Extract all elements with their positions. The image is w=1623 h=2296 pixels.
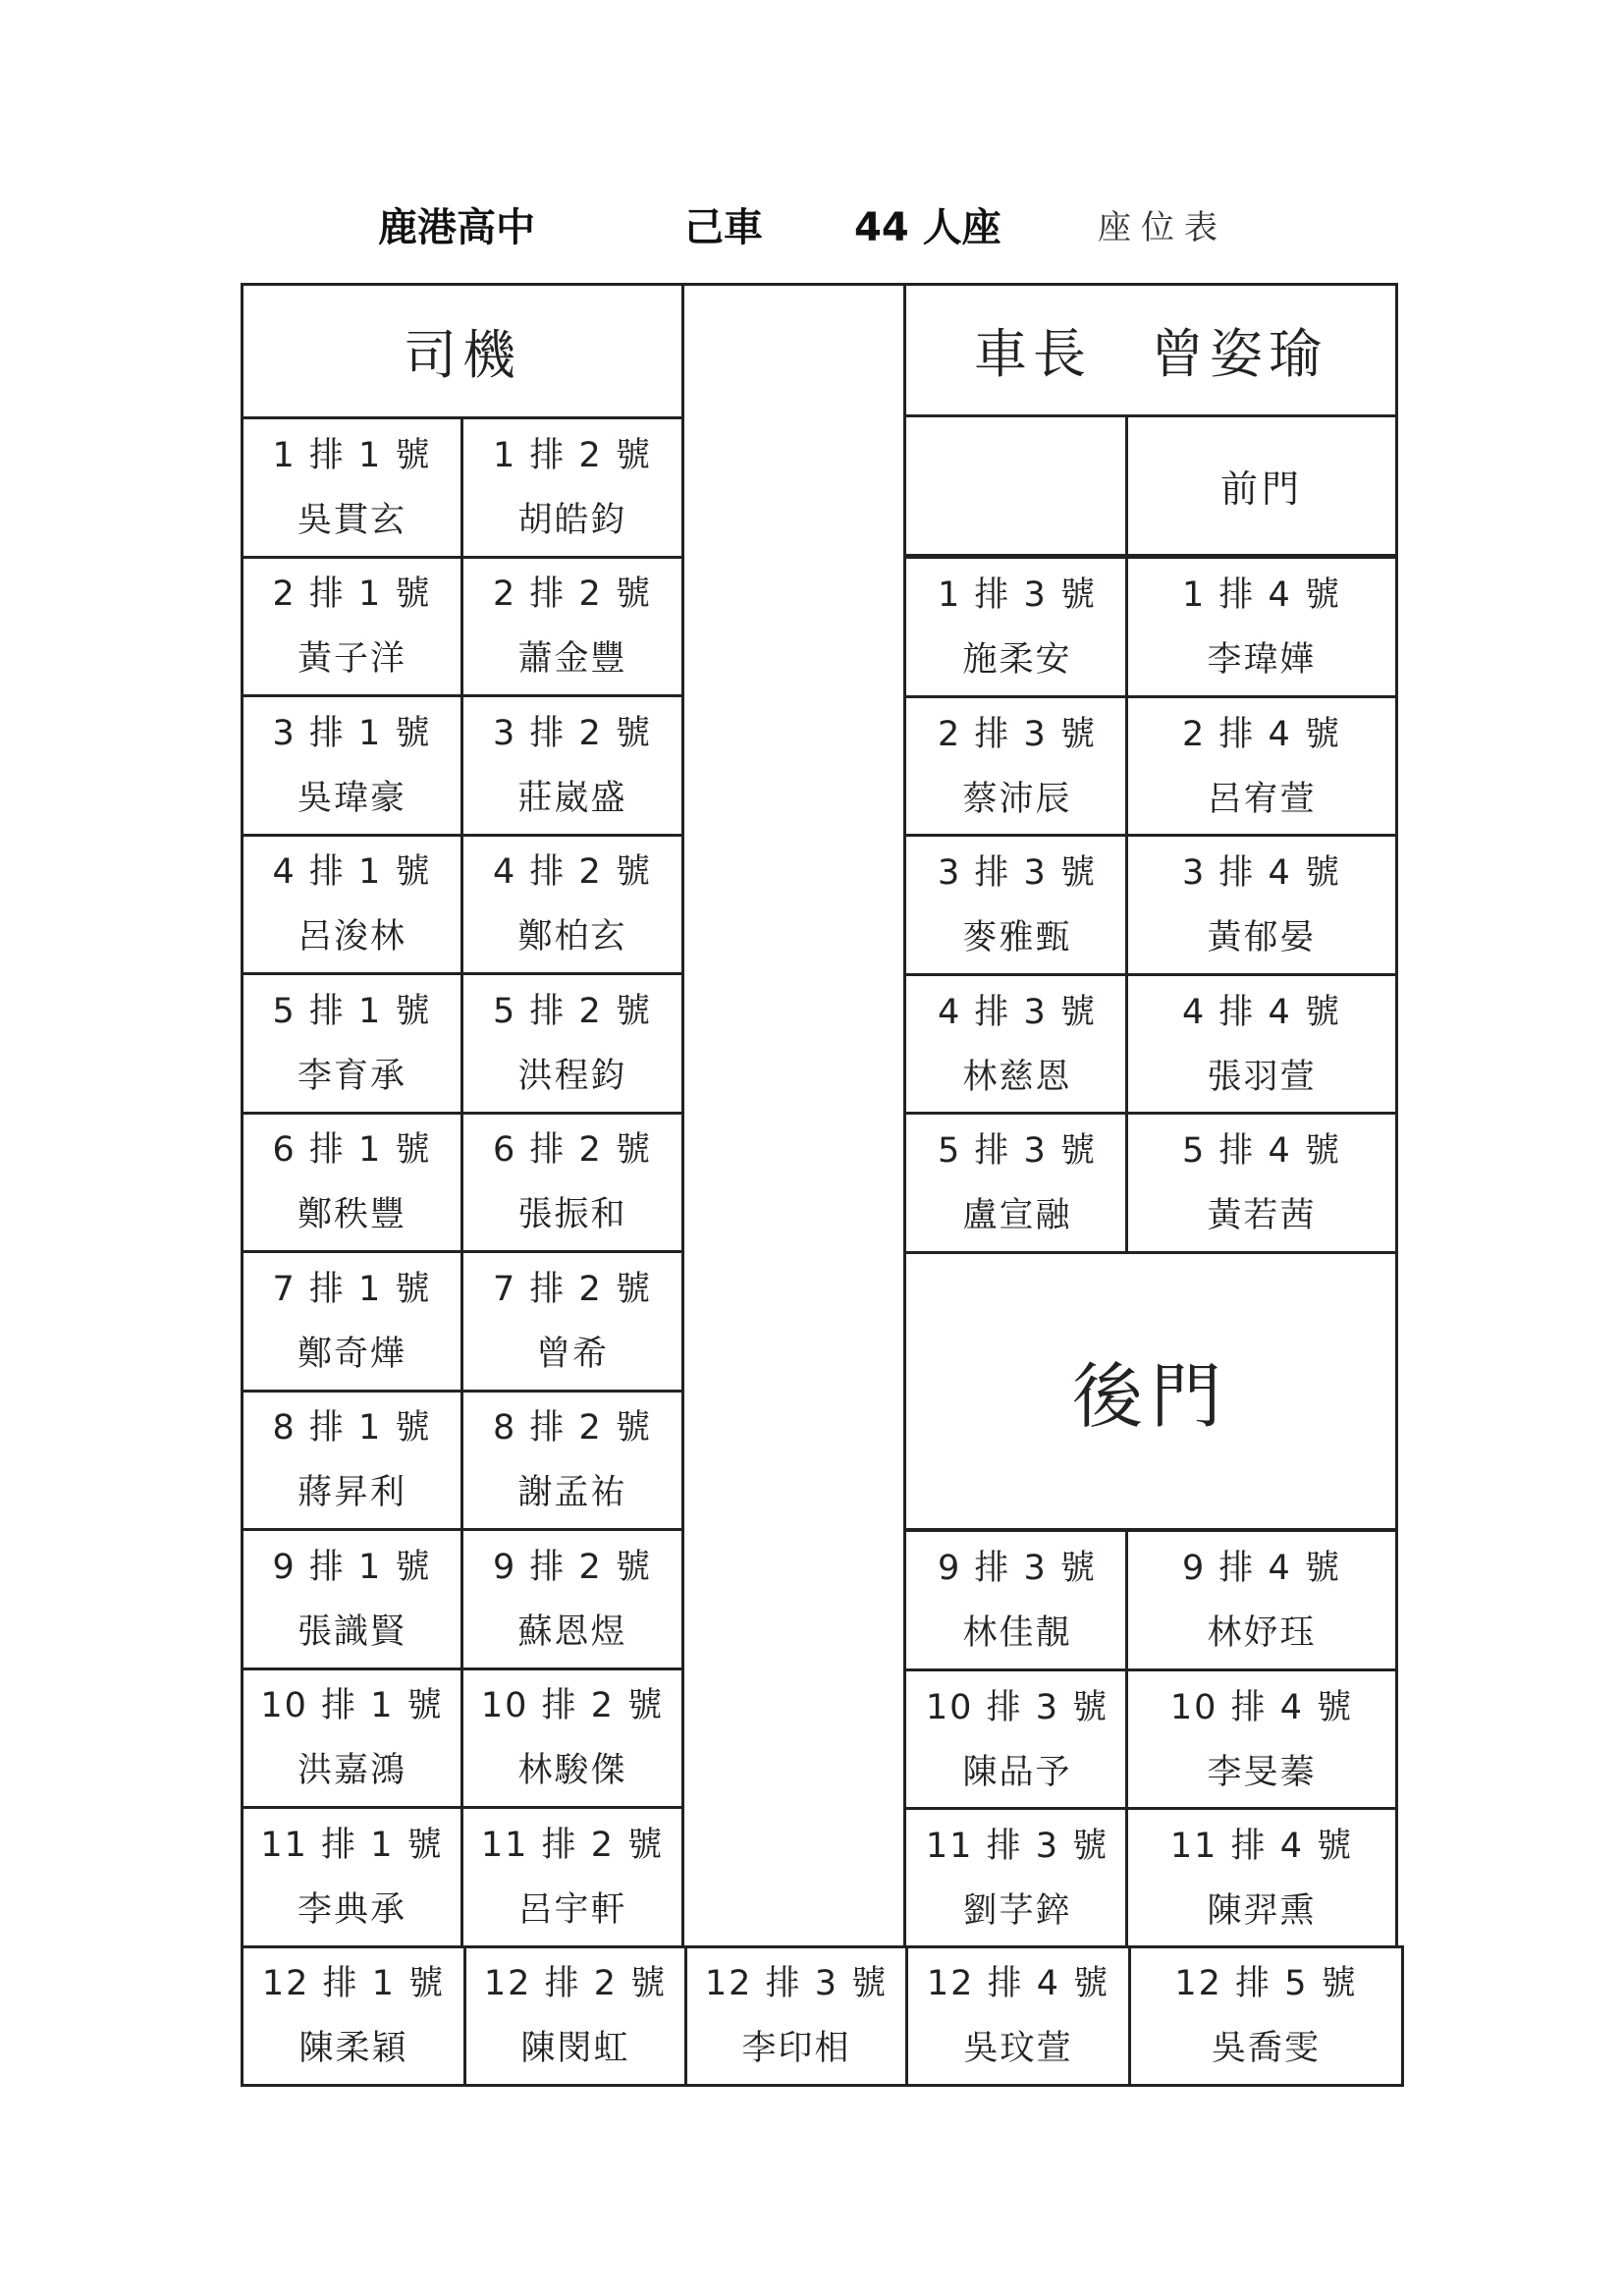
seat-number: 8 排 2 號 [493, 1408, 652, 1448]
student-name: 陳閔虹 [520, 2029, 630, 2068]
seat-number: 11 排 2 號 [480, 1825, 665, 1865]
seat-cell [1125, 695, 1398, 838]
student-name: 蘇恩煜 [517, 1612, 627, 1652]
leader-cell [903, 283, 1398, 417]
seat-cell [460, 1112, 684, 1253]
student-name: 李典承 [297, 1889, 406, 1930]
student-name: 陳羿熏 [1207, 1890, 1317, 1931]
seat-number: 9 排 2 號 [493, 1547, 652, 1587]
student-name: 劉芓錊 [962, 1890, 1072, 1931]
seat-cell [1125, 556, 1398, 698]
seat-number: 5 排 1 號 [272, 991, 432, 1031]
student-name: 鄭秩豐 [297, 1195, 406, 1234]
seat-cell [241, 1528, 463, 1670]
student-name: 謝孟祐 [517, 1473, 627, 1512]
seat-number: 10 排 4 號 [1169, 1687, 1354, 1727]
leader-name: 曾姿瑜 [1151, 323, 1327, 385]
student-name: 陳品予 [962, 1752, 1072, 1792]
seat-number: 9 排 4 號 [1182, 1548, 1341, 1588]
seat-cell [1125, 973, 1398, 1116]
seat-cell [241, 1945, 466, 2087]
seat-cell [460, 1667, 684, 1809]
seat-cell [460, 694, 684, 837]
student-name: 林慈恩 [962, 1057, 1072, 1097]
student-name: 鄭奇燁 [297, 1334, 406, 1374]
seat-number: 10 排 2 號 [480, 1686, 665, 1725]
seat-number: 7 排 1 號 [272, 1269, 432, 1309]
student-name: 張振和 [517, 1195, 627, 1234]
seat-number: 11 排 3 號 [925, 1826, 1109, 1866]
seat-number: 5 排 2 號 [493, 991, 652, 1031]
seat-number: 5 排 3 號 [938, 1130, 1097, 1171]
student-name: 呂浚林 [297, 917, 406, 957]
seat-cell [905, 1945, 1131, 2087]
student-name: 吳瑋豪 [297, 778, 406, 818]
student-name: 蕭金豐 [517, 639, 627, 679]
seat-cell [903, 1529, 1131, 1671]
seat-number: 3 排 2 號 [493, 713, 652, 753]
student-name: 林駿傑 [517, 1751, 627, 1790]
seat-cell [241, 416, 463, 559]
student-name: 黃若茜 [1207, 1195, 1317, 1235]
seat-cell [241, 1667, 463, 1809]
seat-cell [1125, 1529, 1398, 1671]
seat-cell [241, 1250, 463, 1393]
seat-cell [684, 1945, 908, 2087]
seat-number: 1 排 4 號 [1182, 574, 1341, 615]
seat-number: 12 排 4 號 [926, 1964, 1110, 2003]
seat-cell [903, 834, 1131, 976]
student-name: 盧宣融 [962, 1195, 1072, 1235]
student-name: 林佳靚 [962, 1613, 1072, 1653]
student-name: 施柔安 [962, 639, 1072, 680]
seat-number: 1 排 1 號 [272, 435, 432, 475]
seat-number: 9 排 1 號 [272, 1547, 432, 1587]
student-name: 麥雅甄 [962, 917, 1072, 957]
student-name: 張識賢 [297, 1612, 406, 1652]
student-name: 李印相 [741, 2029, 851, 2068]
front-door-label: 前門 [1219, 467, 1303, 511]
seat-cell [241, 1112, 463, 1253]
student-name: 李育承 [297, 1056, 406, 1096]
rear-door-label: 後門 [1071, 1354, 1229, 1438]
student-name: 呂宇軒 [517, 1889, 627, 1930]
seat-cell [241, 1806, 463, 1948]
seat-cell [241, 1390, 463, 1531]
seat-number: 8 排 1 號 [272, 1408, 432, 1448]
seat-cell [460, 556, 684, 697]
seat-cell [903, 1668, 1131, 1811]
student-name: 洪嘉鴻 [297, 1751, 406, 1790]
seat-cell [1125, 1112, 1398, 1254]
seat-cell [903, 1112, 1131, 1254]
seat-cell [460, 834, 684, 975]
seat-cell [903, 1807, 1131, 1949]
student-name: 鄭柏玄 [517, 917, 627, 957]
seat-cell [460, 416, 684, 559]
seat-number: 10 排 1 號 [260, 1686, 444, 1725]
student-name: 李瑋嬅 [1207, 639, 1317, 680]
seat-cell [460, 1806, 684, 1948]
seat-number: 12 排 1 號 [261, 1964, 446, 2003]
seat-number: 1 排 3 號 [938, 574, 1097, 615]
student-name: 吳喬雯 [1211, 2029, 1321, 2068]
student-name: 洪程鈞 [517, 1056, 627, 1096]
seat-cell [903, 556, 1131, 698]
student-name: 黃子洋 [297, 639, 406, 679]
driver-cell [241, 283, 684, 419]
seat-number: 2 排 3 號 [938, 714, 1097, 754]
seat-cell [460, 972, 684, 1115]
bus-label: 己車 [684, 205, 763, 250]
aisle [681, 283, 906, 1949]
front-door-cell [1125, 414, 1398, 557]
subtitle: 座位表 [1098, 208, 1227, 247]
student-name: 胡皓鈞 [517, 500, 627, 540]
seat-number: 7 排 2 號 [493, 1269, 652, 1309]
seat-number: 11 排 4 號 [1169, 1826, 1354, 1866]
capacity-label: 44 人座 [854, 205, 1001, 250]
seat-number: 2 排 1 號 [272, 574, 432, 614]
seat-cell [460, 1390, 684, 1531]
seat-cell [241, 834, 463, 975]
seat-number: 1 排 2 號 [493, 435, 652, 475]
seat-number: 9 排 3 號 [938, 1548, 1097, 1588]
school-name: 鹿港高中 [378, 205, 535, 250]
seat-cell [1128, 1945, 1404, 2087]
student-name: 吳玟萱 [963, 2029, 1073, 2068]
seat-number: 12 排 2 號 [483, 1964, 668, 2003]
seat-number: 5 排 4 號 [1182, 1130, 1341, 1171]
seat-cell [1125, 834, 1398, 976]
seat-cell [241, 694, 463, 837]
seat-number: 4 排 2 號 [493, 852, 652, 892]
rear-door-cell [903, 1249, 1398, 1531]
student-name: 呂宥萱 [1207, 779, 1317, 819]
student-name: 莊崴盛 [517, 778, 627, 818]
seat-cell [241, 556, 463, 697]
seat-number: 4 排 1 號 [272, 852, 432, 892]
seat-cell [1125, 1807, 1398, 1949]
driver-label: 司機 [404, 324, 521, 386]
seat-cell [903, 695, 1131, 838]
seat-number: 4 排 3 號 [938, 992, 1097, 1032]
student-name: 吳貫玄 [297, 500, 406, 540]
seat-number: 4 排 4 號 [1182, 992, 1341, 1032]
student-name: 張羽萱 [1207, 1057, 1317, 1097]
student-name: 蔡沛辰 [962, 779, 1072, 819]
seat-cell [903, 973, 1131, 1116]
seat-cell [1125, 1668, 1398, 1811]
seat-cell [460, 1528, 684, 1670]
seat-number: 10 排 3 號 [925, 1687, 1109, 1727]
student-name: 林妤珏 [1207, 1613, 1317, 1653]
student-name: 曾希 [535, 1334, 609, 1374]
seat-number: 3 排 4 號 [1182, 852, 1341, 893]
leader-label: 車長 [974, 323, 1092, 385]
student-name: 陳柔穎 [298, 2029, 408, 2068]
student-name: 李旻蓁 [1207, 1752, 1317, 1792]
seat-cell [463, 1945, 687, 2087]
student-name: 蔣昇利 [297, 1473, 406, 1512]
seat-number: 12 排 5 號 [1174, 1964, 1358, 2003]
student-name: 黃郁晏 [1207, 917, 1317, 957]
seat-number: 6 排 2 號 [493, 1130, 652, 1170]
seat-number: 11 排 1 號 [260, 1825, 444, 1865]
seat-number: 2 排 4 號 [1182, 714, 1341, 754]
seat-number: 2 排 2 號 [493, 574, 652, 614]
seat-number: 12 排 3 號 [704, 1964, 889, 2003]
seat-cell [460, 1250, 684, 1393]
seat-number: 6 排 1 號 [272, 1130, 432, 1170]
seat-cell [241, 972, 463, 1115]
empty-seat-area [903, 414, 1128, 557]
seat-number: 3 排 3 號 [938, 852, 1097, 893]
seat-number: 3 排 1 號 [272, 713, 432, 753]
